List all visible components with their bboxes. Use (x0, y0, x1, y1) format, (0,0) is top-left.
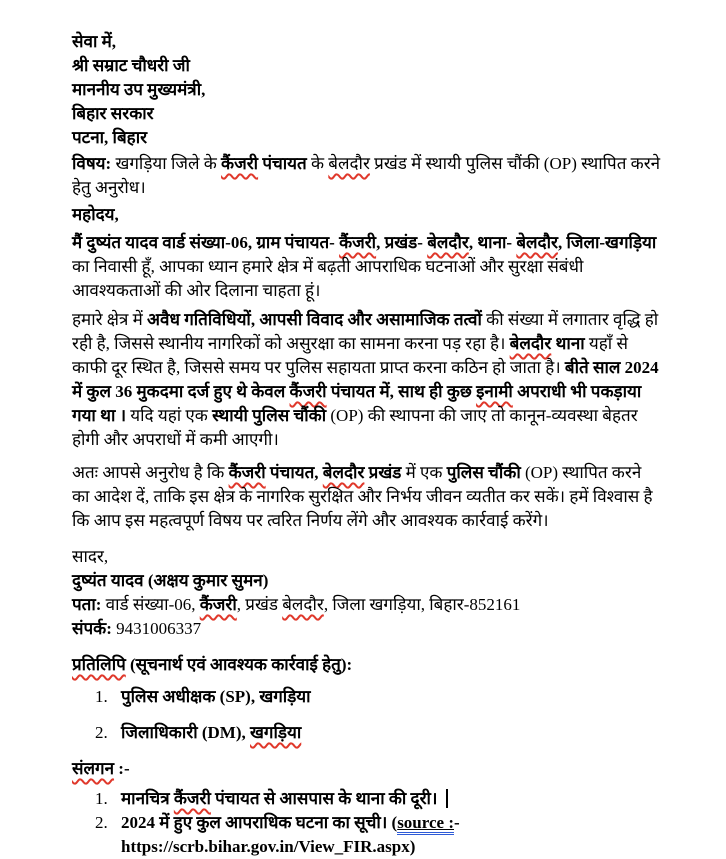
copy-section-heading (72, 653, 662, 677)
list-item-number: 2. (95, 813, 108, 832)
list-item-number: 1. (95, 789, 108, 808)
text-run: प्रखंड में स्थायी पुलिस चौंकी (OP) स्थापित करने हेतु अनुरोध। (72, 154, 661, 197)
salutation (72, 203, 662, 227)
text-run: (सूचनार्थ एवं आवश्यक कार्रवाई हेतु): (125, 655, 353, 674)
list-item (72, 721, 662, 745)
text-run: , थाना- (468, 233, 517, 252)
text-run: बेलदौर (328, 154, 370, 173)
text-run: कैंजरी (221, 154, 259, 173)
text-run: 2024 में हुए कुल आपराधिक घटना का सूची। ( (121, 813, 398, 832)
text-run: के (306, 154, 329, 173)
text-run: बीते साल 2024 में कुल 36 मुकदमा दर्ज हुए थे केवल (72, 358, 659, 401)
text-run: कैंजरी (339, 233, 377, 252)
list-item-text (121, 685, 662, 709)
sender-name: दुष्यंत यादव (अक्षय कुमार सुमन) (72, 571, 269, 590)
text-run: अतः आपसे अनुरोध है कि (72, 463, 229, 482)
text-run: की संख्या में लगातार वृद्धि हो रही है, जिससे स्थानीय नागरिकों को असुरक्षा का सामना करना पड़ रहा है। (72, 310, 659, 353)
text-run: - (454, 813, 460, 832)
text-run: पुलिस अधीक्षक (SP), खगड़िया (121, 687, 311, 706)
list-item-text (121, 721, 662, 745)
text-run: अवैध गतिविधियों, आपसी विवाद और असामाजिक तत्वों (147, 310, 482, 329)
text-run: जिलाधिकारी (DM), (121, 723, 251, 742)
sender-contact (72, 617, 662, 641)
text-run: 9431006337 (111, 619, 202, 638)
text-run: स्थायी पुलिस चौंकी (212, 406, 327, 425)
text-run: पंचायत में, साथ ही कुछ (326, 382, 477, 401)
paragraph-problem-description (72, 308, 662, 452)
source-link[interactable]: source : (397, 813, 454, 835)
text-run: कैंजरी (173, 789, 211, 808)
text-run: , प्रखंड- (376, 233, 428, 252)
recipient-line: श्री सम्राट चौधरी जी (72, 56, 190, 75)
recipient-line: बिहार सरकार (72, 104, 154, 123)
text-run: बेलदौर (322, 463, 365, 482)
text-run: प्रतिलिपि (72, 655, 126, 674)
text-run: वार्ड संख्या-06, (101, 595, 200, 614)
text-run: का निवासी हूँ, आपका ध्यान हमारे क्षेत्र में बढ़ती आपराधिक घटनाओं और सुरक्षा संबंधी आवश्यकताओं की ओर दिलाना चाहता हूं। (72, 257, 584, 300)
text-run: यहाँ से काफी दूर स्थित है, जिससे समय पर पुलिस सहायता प्राप्त करना कठिन हो जाता है। (72, 334, 628, 377)
recipient-block (72, 30, 662, 150)
paragraph-request (72, 461, 662, 533)
text-run: , जिला-खगड़िया (557, 233, 657, 252)
text-run: बेलदौर (427, 233, 469, 252)
text-run: (OP) की स्थापना की जाए तो कानून-व्यवस्था बेहतर होगी और अपराधों में कमी आएगी। (72, 406, 638, 449)
paragraph-introduction (72, 231, 662, 303)
text-run: मानचित्र (121, 789, 174, 808)
text-cursor (446, 789, 448, 808)
list-item (72, 787, 662, 811)
text-run: संलगन (72, 759, 115, 778)
text-run: महोदय, (72, 205, 119, 224)
text-run: :- (114, 759, 130, 778)
text-run: बेलदौर (516, 233, 558, 252)
text-run: इनामी (476, 382, 513, 401)
enclosures-list (72, 787, 662, 859)
text-run: पंचायत (258, 154, 307, 173)
text-run: खगड़िया जिले के (111, 154, 222, 173)
text-run: अपराधी भी पकड़ाया गया था । (72, 382, 642, 425)
text-run: खगड़िया (250, 723, 302, 742)
closing-block (72, 545, 662, 641)
text-run: में एक (401, 463, 447, 482)
list-item (72, 811, 662, 859)
text-run: , जिला खगड़िया, बिहार-852161 (323, 595, 521, 614)
text-run: मैं दुष्यंत यादव वार्ड संख्या-06, ग्राम पंचायत- (72, 233, 340, 252)
list-item (72, 685, 662, 709)
text-run: थाना (551, 334, 585, 353)
text-run: पंचायत, (265, 463, 323, 482)
text-run: कैंजरी (289, 382, 327, 401)
text-run: https://scrb.bihar.gov.in/View_FIR.aspx) (121, 837, 416, 856)
text-run: यदि यहां एक (130, 406, 213, 425)
text-run: पंचायत से आसपास के थाना की दूरी। (210, 789, 438, 808)
text-run: कैंजरी (199, 595, 237, 614)
enclosures-heading (72, 757, 662, 781)
text-run: पता: (72, 595, 102, 614)
text-run: (OP) स्थापित करने का आदेश दें, ताकि इस क्षेत्र के नागरिक सुरक्षित और निर्भय जीवन व्यतीत कर सकें। हमें विश्वास है कि आप इस महत्वपूर्ण विषय पर त्वरित निर्णय लेंगे और आवश्यक कार्रवाई करेंगे। (72, 463, 653, 530)
subject-line (72, 152, 662, 200)
text-run: बेलदौर (282, 595, 324, 614)
text-run: कैंजरी (228, 463, 266, 482)
text-run: विषय: (72, 154, 112, 173)
list-item-text (121, 787, 662, 811)
recipient-line: सेवा में, (72, 32, 117, 51)
text-run: प्रखंड (364, 463, 402, 482)
text-run: बेलदौर (509, 334, 552, 353)
text-run: , प्रखंड (236, 595, 283, 614)
text-run: हमारे क्षेत्र में (72, 310, 148, 329)
recipient-line: पटना, बिहार (72, 128, 148, 147)
recipient-line: माननीय उप मुख्यमंत्री, (72, 80, 206, 99)
list-item-number: 1. (95, 687, 108, 706)
list-item-text (121, 811, 662, 859)
list-item-number: 2. (95, 723, 108, 742)
closing-regards: सादर, (72, 547, 109, 566)
copy-list (72, 685, 662, 745)
text-run: संपर्क: (72, 619, 112, 638)
text-run: पुलिस चौंकी (446, 463, 521, 482)
sender-address (72, 593, 662, 617)
